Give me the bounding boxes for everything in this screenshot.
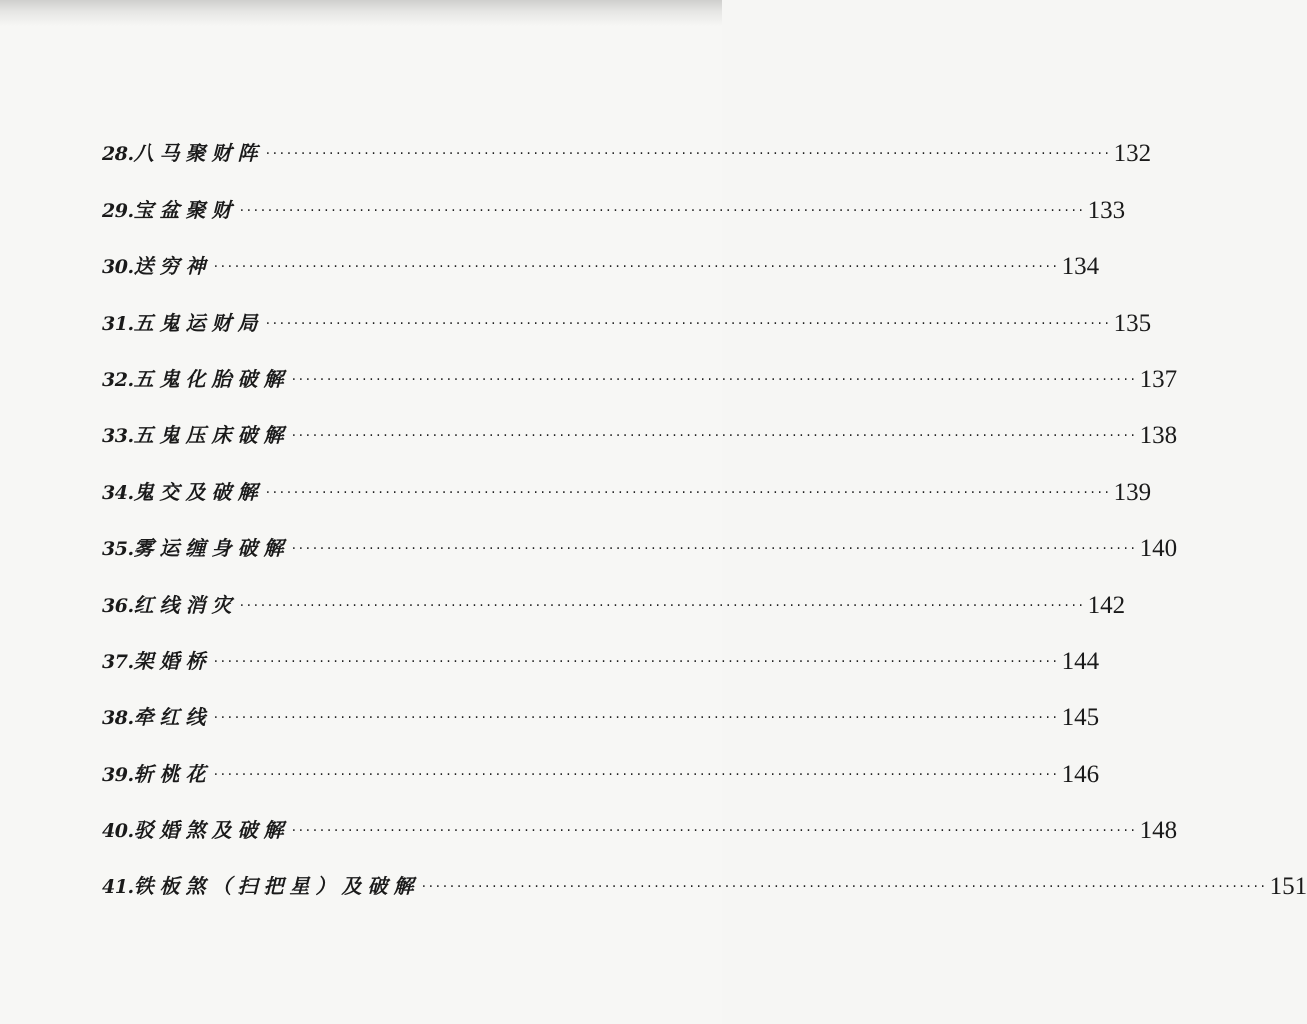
toc-entry-page-number: 133 — [1087, 196, 1126, 224]
toc-entry — [102, 620, 1100, 676]
toc-entry-page-number: 151 — [1269, 873, 1307, 901]
toc-entry-title: 架婚桥 — [133, 648, 212, 673]
toc-entry-title: 红线消灾 — [133, 592, 238, 617]
dot-leader: ························································································································ — [265, 146, 1112, 163]
toc-entry-title: 宝盆聚财 — [133, 197, 238, 222]
toc-entry-title: 五鬼化胎破解 — [133, 366, 290, 391]
dot-leader: ························································································································ — [213, 766, 1060, 783]
dot-leader: ························································································································ — [213, 653, 1060, 670]
dot-leader: ························································································································ — [291, 371, 1138, 388]
toc-entry-number: 38. — [102, 707, 134, 730]
dot-leader: ························································································································ — [213, 710, 1060, 727]
toc-entry-page-number: 134 — [1061, 253, 1100, 281]
toc-entry-number: 35. — [102, 538, 134, 561]
toc-entry — [102, 168, 1126, 224]
toc-entry — [102, 281, 1152, 337]
toc-entry-page-number: 137 — [1139, 365, 1178, 393]
dot-leader: ························································································································ — [239, 202, 1086, 219]
toc-entry — [102, 676, 1100, 732]
toc-entry-page-number: 135 — [1113, 309, 1152, 337]
toc-entry-page-number: 140 — [1139, 535, 1178, 563]
toc-entry-title: 鬼交及破解 — [133, 479, 264, 504]
toc-entry-title: 铁板煞（扫把星）及破解 — [133, 874, 420, 899]
toc-entry-title: 牵红线 — [133, 705, 212, 730]
toc-entry-title: 五鬼压床破解 — [133, 423, 290, 448]
toc-entry-page-number: 148 — [1139, 817, 1178, 845]
toc-entry — [102, 789, 1178, 845]
toc-entry-title: 雾运缠身破解 — [133, 536, 290, 561]
toc-entry-number: 34. — [102, 481, 134, 504]
toc-entry-number: 39. — [102, 763, 134, 786]
toc-entry — [102, 394, 1178, 450]
toc-entry — [102, 845, 1307, 901]
toc-entry-number: 36. — [102, 594, 134, 617]
dot-leader: ························································································································ — [291, 823, 1138, 840]
toc-entry-number: 41. — [102, 876, 134, 899]
toc-entry — [102, 338, 1178, 394]
table-of-contents — [102, 112, 1307, 901]
toc-entry-title: 五鬼运财局 — [133, 310, 264, 335]
dot-leader: ························································································································ — [265, 484, 1112, 501]
dot-leader: ························································································································ — [213, 259, 1060, 276]
toc-entry-number: 30. — [102, 256, 134, 279]
toc-entry — [102, 732, 1100, 788]
toc-entry — [102, 563, 1126, 619]
toc-entry-number: 31. — [102, 312, 134, 335]
toc-entry-page-number: 144 — [1061, 647, 1100, 675]
dot-leader: ························································································································ — [265, 315, 1112, 332]
toc-entry-page-number: 132 — [1113, 140, 1152, 168]
dot-leader: ························································································································ — [239, 597, 1086, 614]
dot-leader: ························································································································ — [291, 541, 1138, 558]
toc-entry-title: 驳婚煞及破解 — [133, 818, 290, 843]
toc-entry-page-number: 138 — [1139, 422, 1178, 450]
toc-entry-number: 28. — [102, 143, 134, 166]
toc-entry — [102, 507, 1178, 563]
toc-entry — [102, 450, 1152, 506]
scan-edge-shadow — [0, 0, 722, 26]
toc-entry-number: 33. — [102, 425, 134, 448]
toc-entry-page-number: 142 — [1087, 591, 1126, 619]
toc-entry-page-number: 139 — [1113, 478, 1152, 506]
toc-entry-title: 斩桃花 — [133, 761, 212, 786]
toc-entry-page-number: 145 — [1061, 704, 1100, 732]
dot-leader: ························································································································ — [421, 879, 1268, 896]
toc-entry-number: 40. — [102, 820, 134, 843]
toc-entry-number: 32. — [102, 368, 134, 391]
toc-entry-page-number: 146 — [1061, 760, 1100, 788]
toc-entry — [102, 225, 1100, 281]
toc-entry-number: 37. — [102, 650, 134, 673]
dot-leader: ························································································································ — [291, 428, 1138, 445]
toc-entry-number: 29. — [102, 199, 134, 222]
toc-entry-title: 八马聚财阵 — [133, 141, 264, 166]
toc-entry — [102, 112, 1152, 168]
toc-entry-title: 送穷神 — [133, 254, 212, 279]
